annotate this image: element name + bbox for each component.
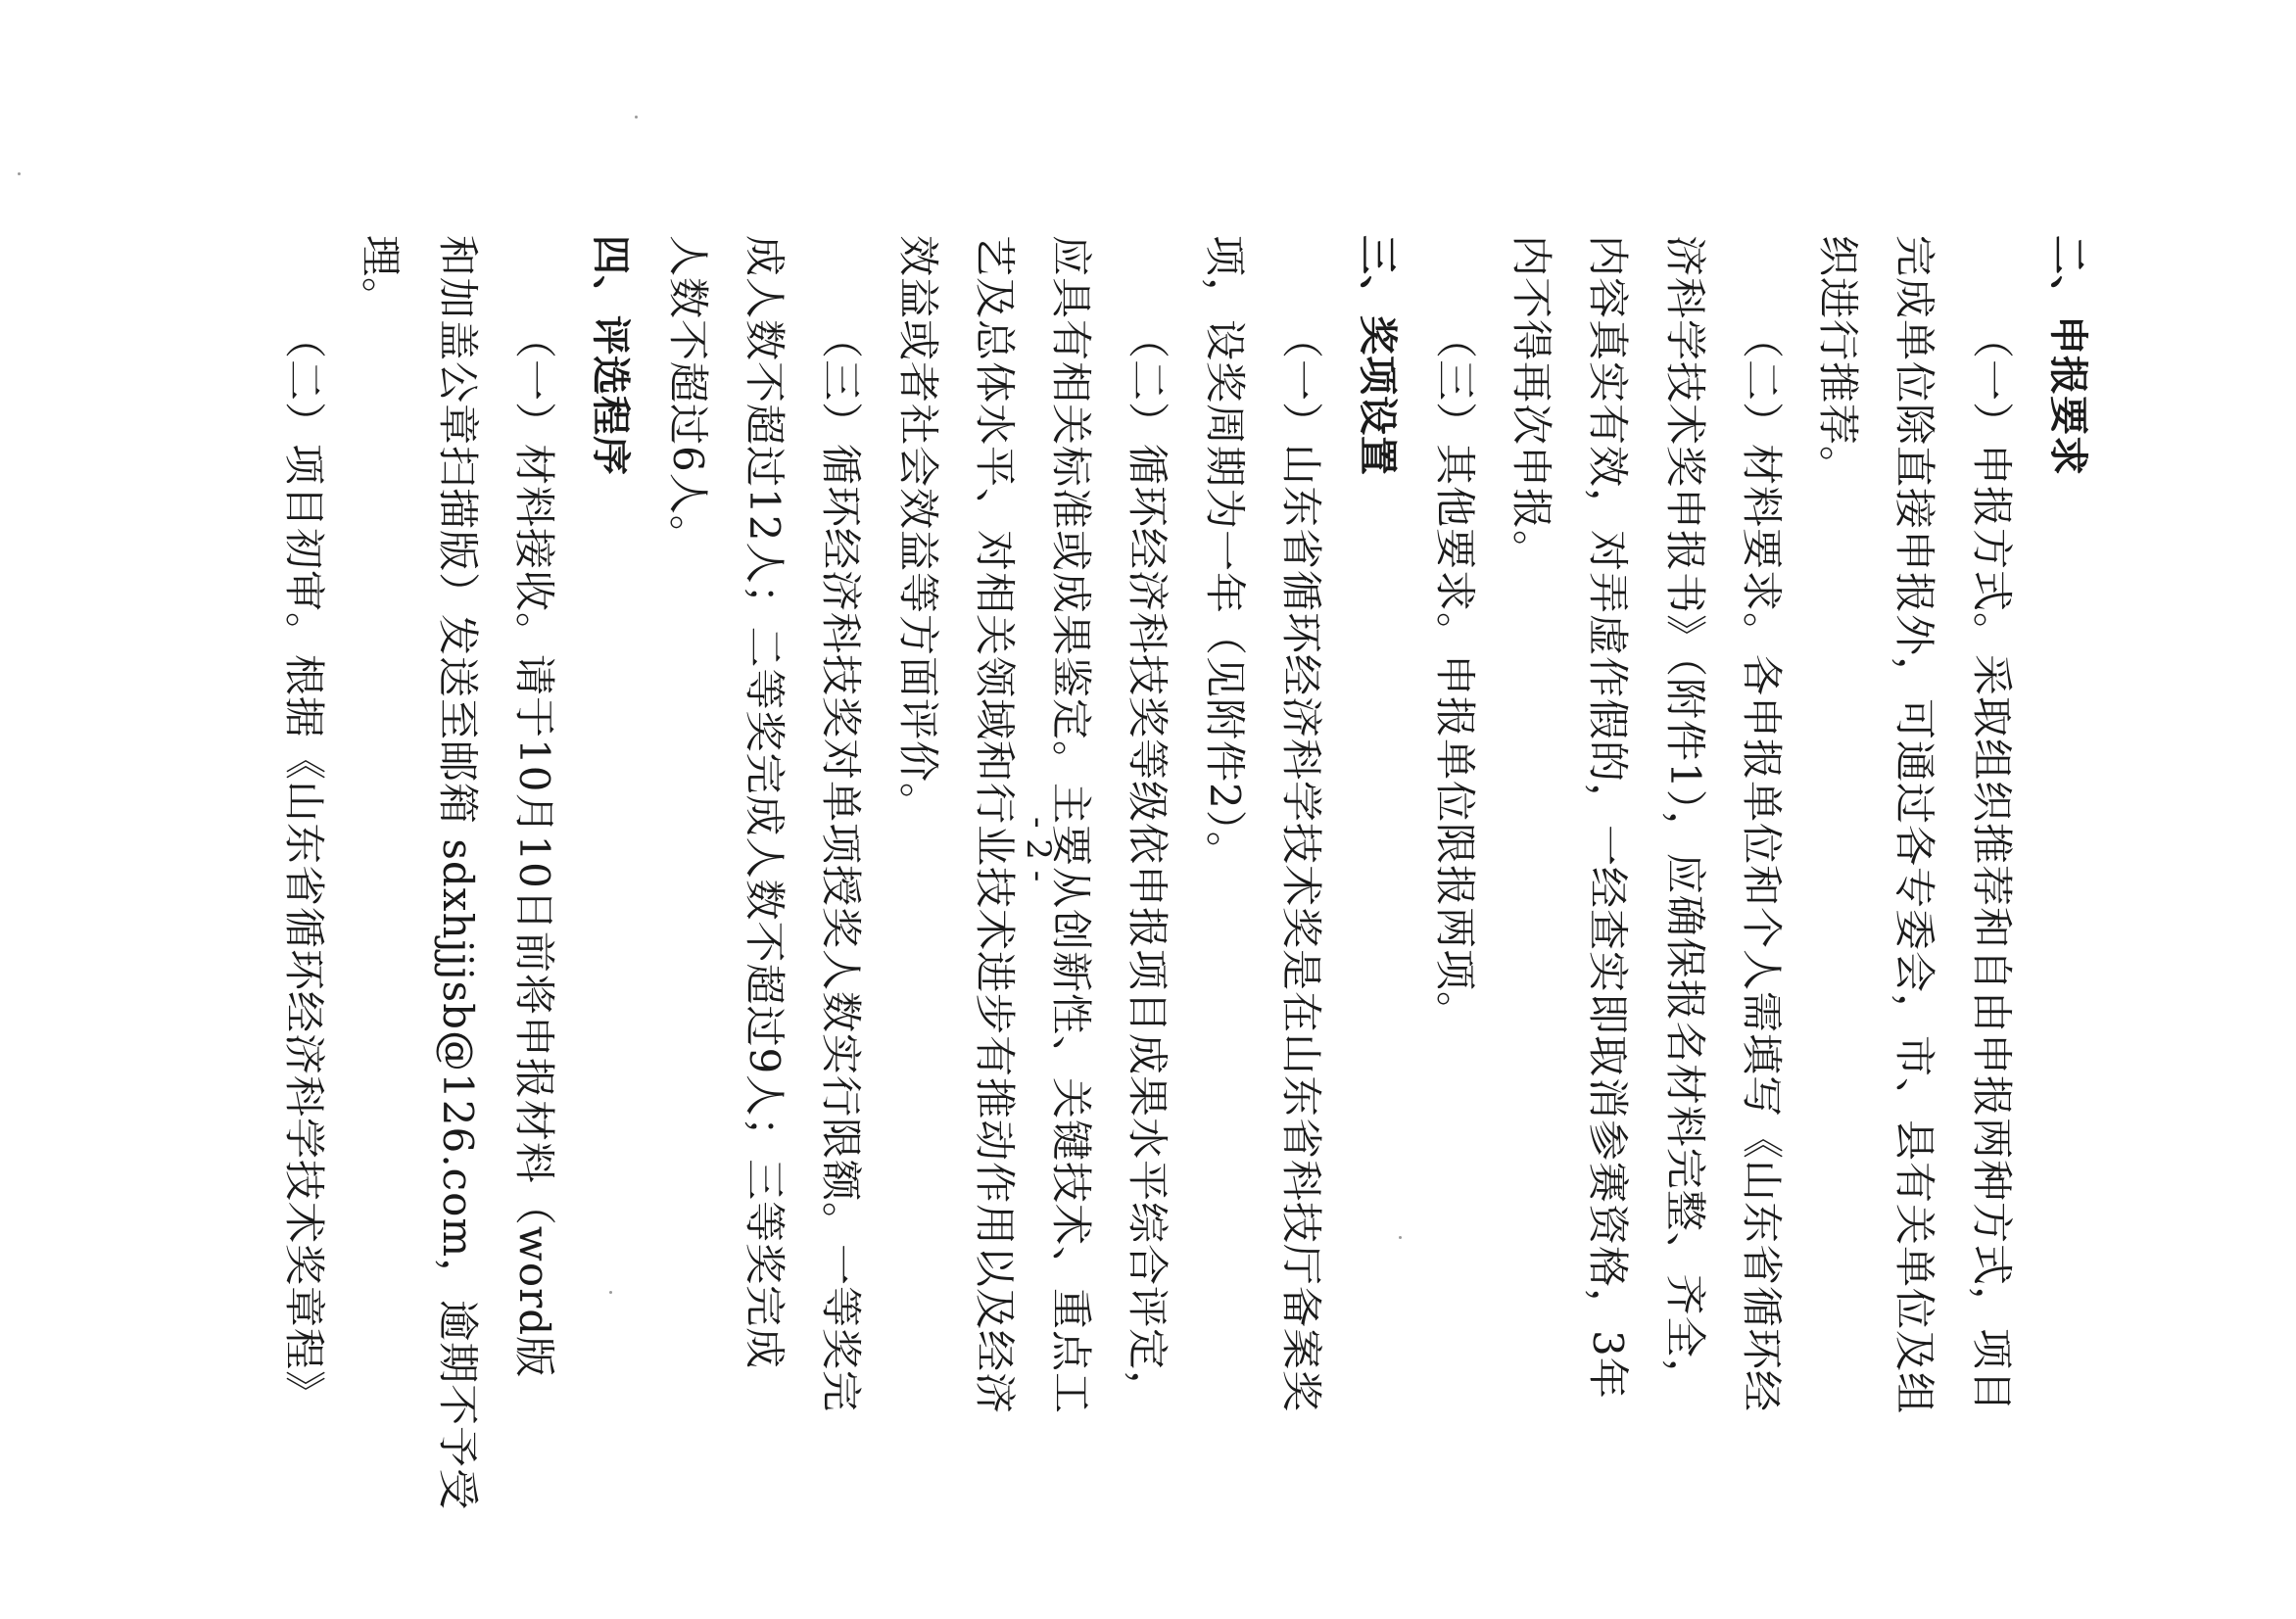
paragraph-line: 项，设奖周期为一年（见附件2）。	[1200, 235, 1249, 874]
paragraph-line: （一）山东省循环经济科学技术奖是在山东省科技厅备案奖	[1277, 317, 1326, 1413]
paragraph-line: 成人数不超过12人；二等奖完成人数不超过9人；三等奖完成	[740, 235, 789, 1370]
paragraph-line: （二）项目初审。根据《山东省循环经济科学技术奖章程》	[280, 317, 329, 1413]
document-body	[265, 235, 2106, 1511]
paragraph-line: 内不得再次申报。	[1507, 235, 1555, 573]
scan-speck	[609, 1291, 612, 1294]
section-heading-selection-procedure: 四、评选程序	[588, 235, 634, 476]
paragraph-line: （二）材料要求。各申报单位和个人需填写《山东省循环经	[1737, 317, 1786, 1413]
scan-speck	[18, 172, 21, 175]
paragraph-line: 艺及总体水平、对相关领域和行业技术进步有推动作用以及经济	[970, 235, 1019, 1415]
paragraph-line: （一）申报方式。采取组织推荐和自由申报两种方式，项目	[1967, 317, 2016, 1413]
paragraph-line: 和加盖公章扫描版）发送至邮箱 sdxhjjjsb@126.com，逾期不予受	[433, 235, 482, 1511]
paragraph-line: 人数不超过6人。	[663, 235, 712, 557]
paragraph-line: 应具有相关标准或成果鉴定。主要从创新性、关键技术、重点工	[1047, 235, 1096, 1415]
paragraph-line: 效益或者社会效益等方面评价。	[893, 235, 942, 826]
paragraph-line: （三）循环经济科技奖对单项授奖人数实行限额。一等奖完	[817, 317, 866, 1413]
paragraph-line: 理。	[357, 235, 406, 320]
paragraph-line: 织进行推荐。	[1814, 235, 1863, 489]
paragraph-line: 济科学技术奖申报书》（附件1），应确保报名材料完整、齐全，	[1660, 235, 1709, 1401]
paragraph-line: 内容真实有效，对弄虚作假的，一经查实即取消参赛资格，3年	[1584, 235, 1633, 1400]
scan-speck	[1399, 1236, 1402, 1239]
page-number: - 2 -	[1019, 817, 1058, 882]
paragraph-line: （二）循环经济科技奖等级依申报项目成果水平综合评定，	[1124, 317, 1172, 1413]
paragraph-line: （一）材料接收。请于10月10日前将申报材料（word版	[510, 317, 559, 1379]
paragraph-line: （三）其他要求。申报单位限报两项。	[1430, 317, 1479, 1034]
section-heading-application-requirements: 二、申报要求	[2045, 235, 2090, 476]
scan-speck	[635, 116, 638, 119]
section-heading-award-setup: 三、奖项设置	[1355, 235, 1401, 476]
paragraph-line: 完成单位除直接申报外，可通过各专委会，市、县有关单位及组	[1890, 235, 1939, 1415]
